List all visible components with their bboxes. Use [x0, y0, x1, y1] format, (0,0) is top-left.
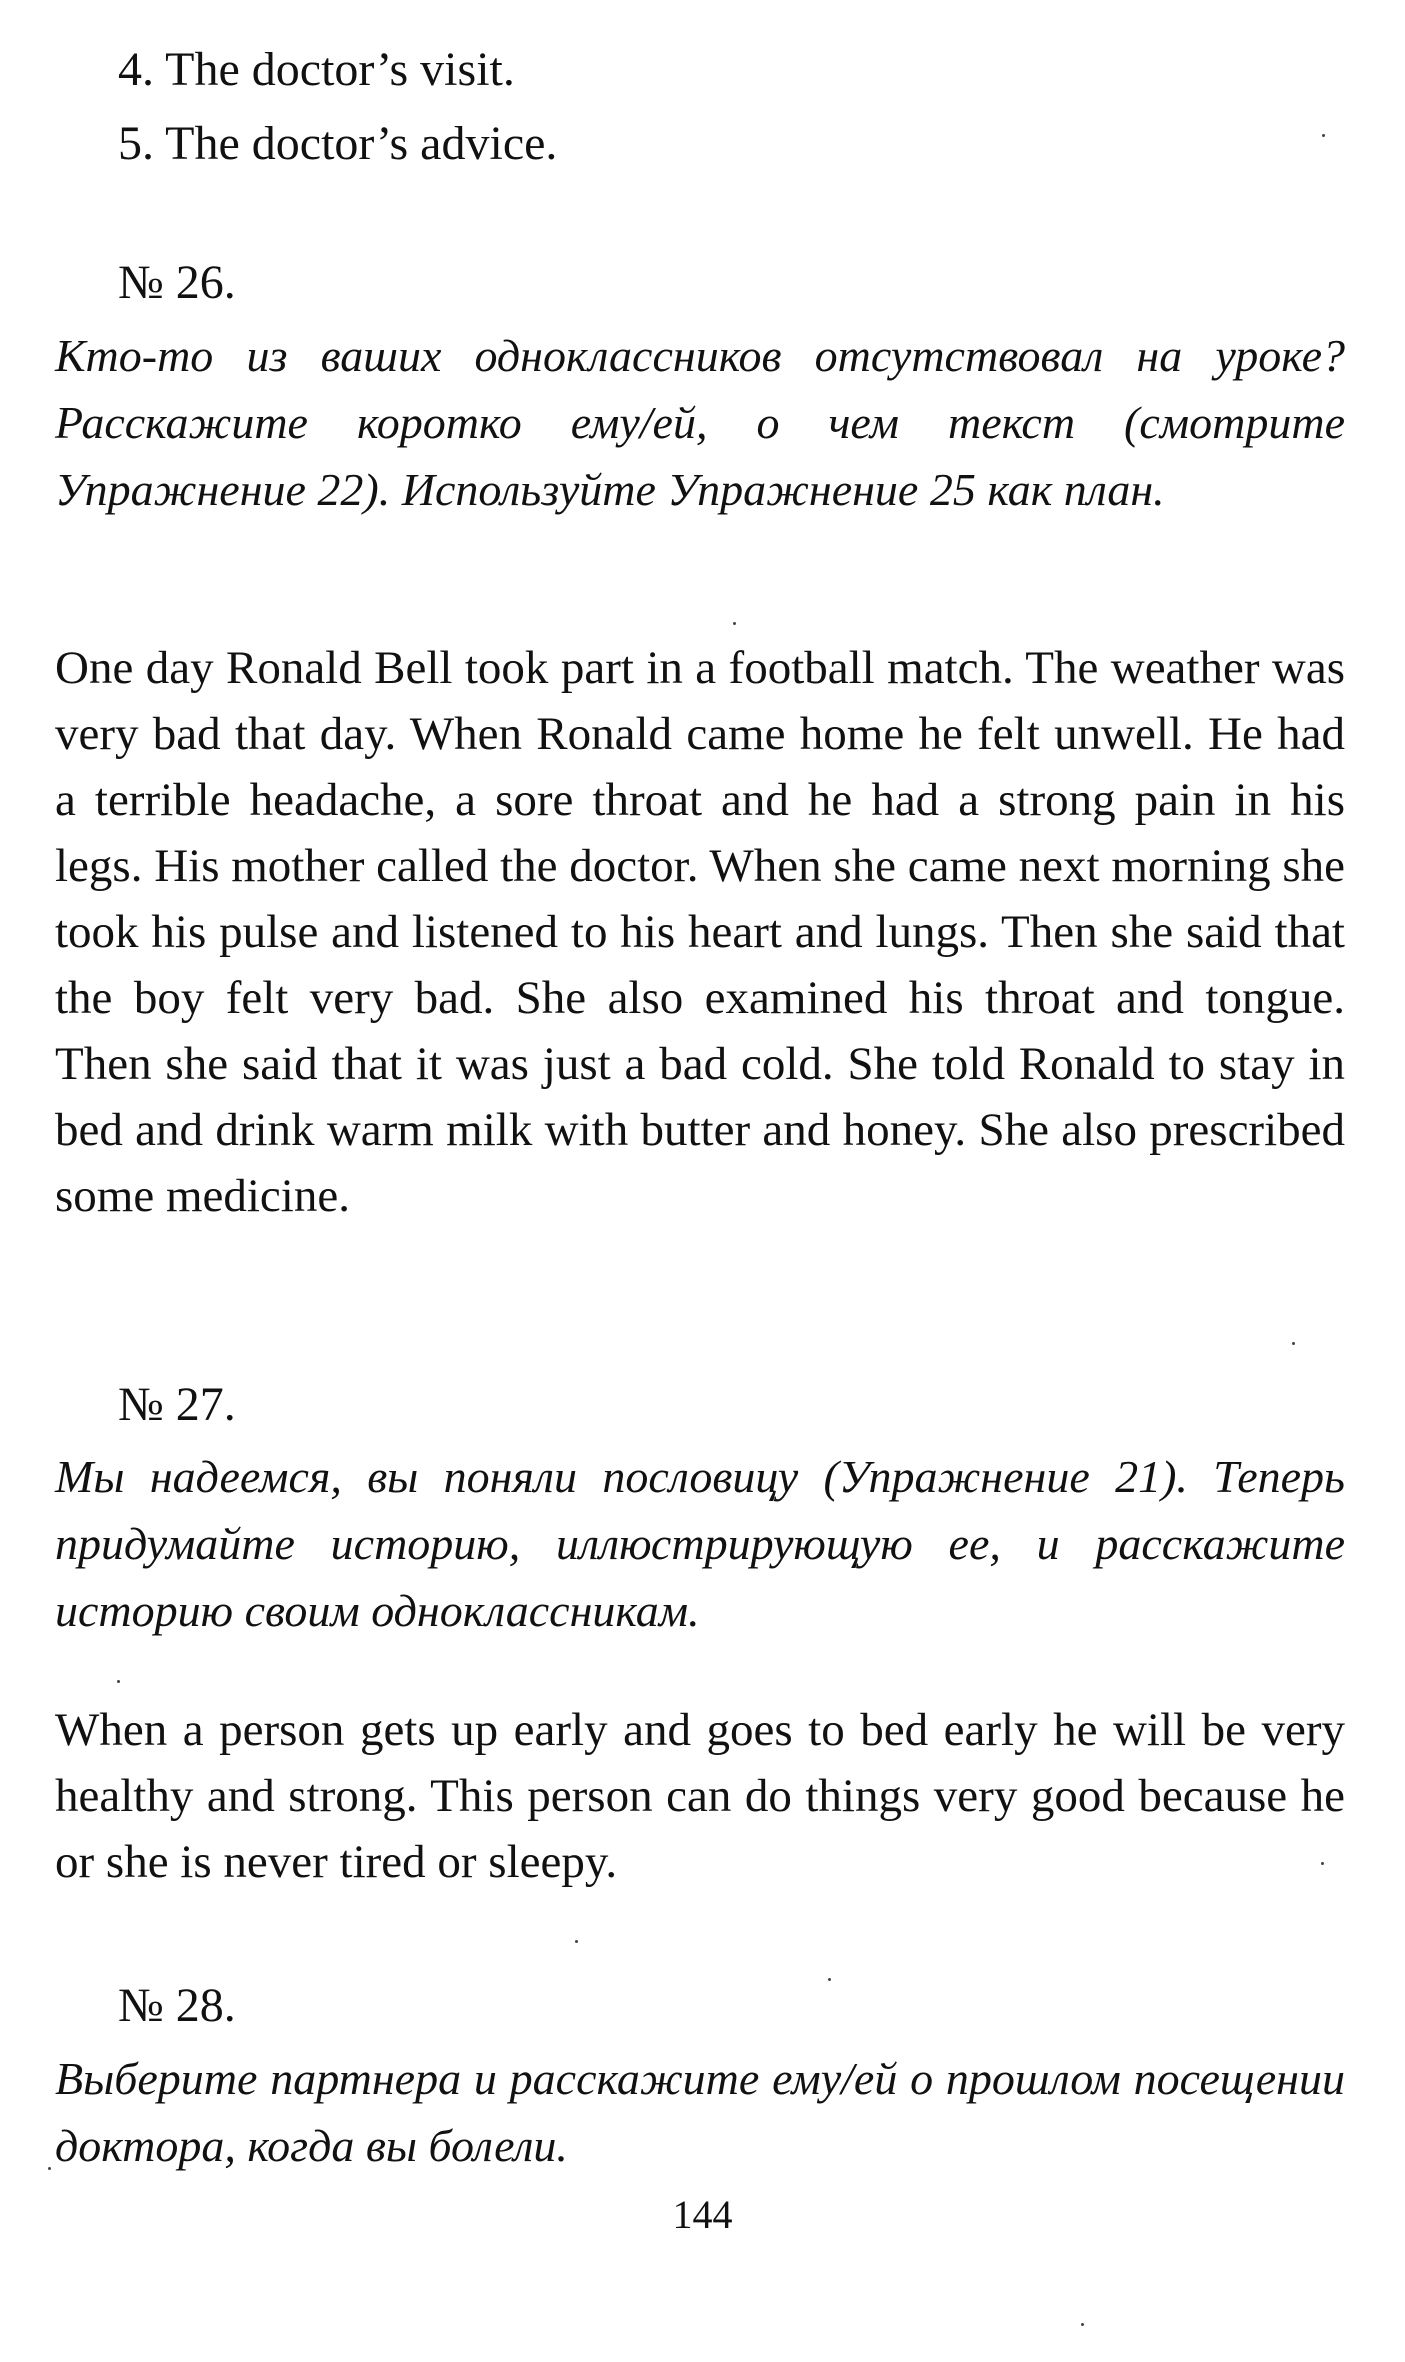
scan-speck	[1322, 134, 1325, 137]
list-item-4: 4. The doctor’s visit.	[118, 43, 515, 96]
exercise-26-number: № 26.	[118, 256, 236, 309]
exercise-27-instruction: Мы надеемся, вы поняли пословицу (Упражнение 21). Теперь придумайте историю, иллюстрирующую ее, и расскажите историю своим одноклассникам.	[55, 1451, 1345, 1636]
scan-speck	[733, 622, 736, 625]
exercise-27-answer: When a person gets up early and goes to bed early he will be very healthy and strong. This person can do things very good because he or she is never tired or sleepy.	[55, 1704, 1345, 1888]
exercise-26-instruction: Кто-то из ваших одноклассников отсутствовал на уроке? Расскажите коротко ему/ей, о чем текст (смотрите Упражнение 22). Используйте Упражнение 25 как план.	[55, 330, 1345, 515]
scan-speck	[828, 1978, 831, 1981]
exercise-28-instruction: Выберите партнера и расскажите ему/ей о прошлом посещении доктора, когда вы болели.	[55, 2053, 1345, 2171]
scan-speck	[117, 1680, 120, 1683]
exercise-28-number: № 28.	[118, 1979, 236, 2032]
exercise-26-answer: One day Ronald Bell took part in a football match. The weather was very bad that day. When Ronald came home he felt unwell. He had a terrible headache, a sore throat and he had a strong pain in his legs. His mother called the doctor. When she came next morning she took his pulse and listened to his heart and lungs. Then she said that the boy felt very bad. She also examined his throat and tongue. Then she said that it was just a bad cold. She told Ronald to stay in bed and drink warm milk with butter and honey. She also prescribed some medicine.	[55, 642, 1345, 1222]
scan-speck	[1321, 1862, 1324, 1865]
exercise-27-number: № 27.	[118, 1378, 236, 1431]
scan-speck	[1292, 1342, 1295, 1345]
page-number: 144	[672, 2192, 733, 2237]
scan-speck	[575, 1940, 578, 1943]
scan-speck	[48, 2167, 51, 2170]
list-item-5: 5. The doctor’s advice.	[118, 117, 558, 170]
scan-speck	[1081, 2323, 1084, 2326]
